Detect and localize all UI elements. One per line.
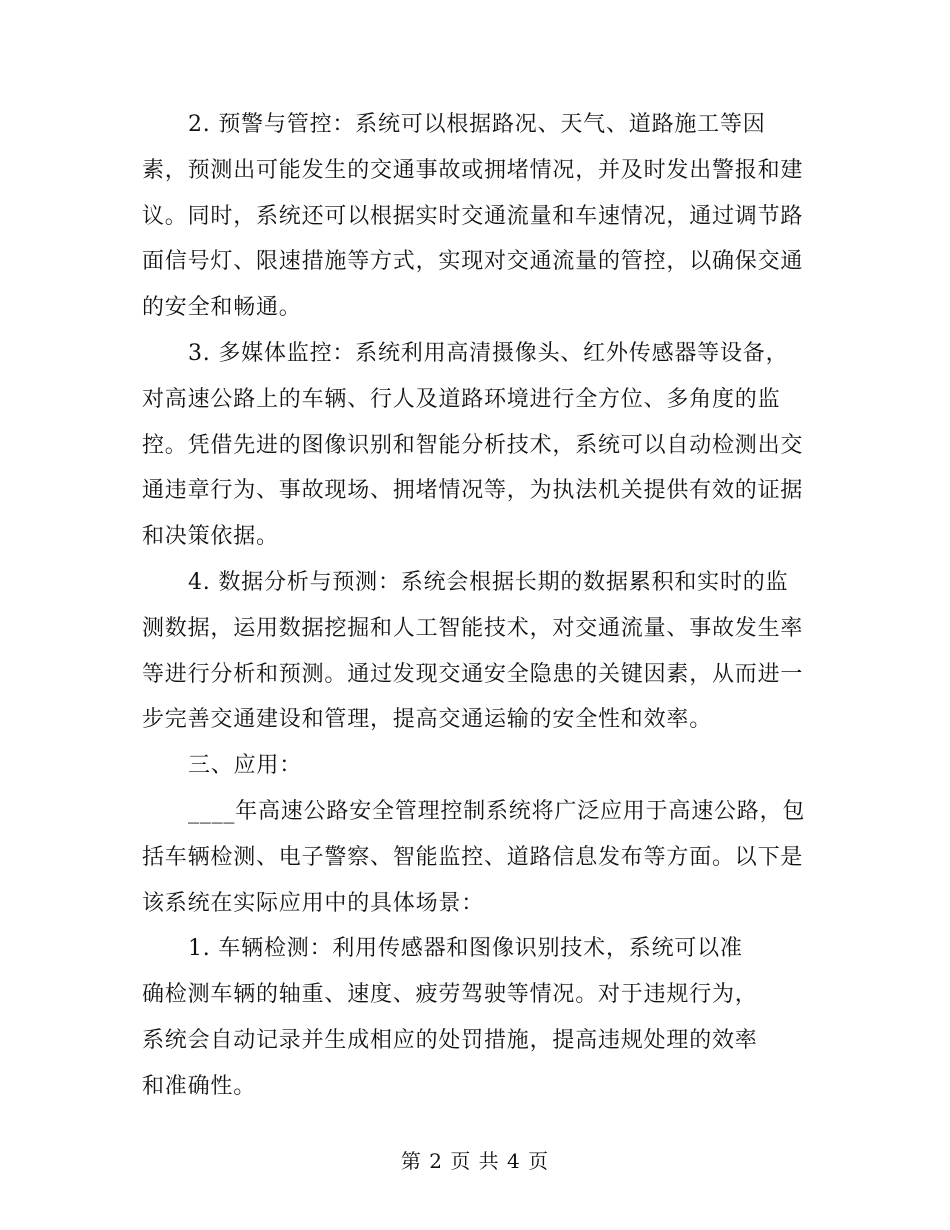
paragraph-vehicle-detection: 1. 车辆检测：利用传感器和图像识别技术，系统可以准确检测车辆的轴重、速度、疲劳驾驶等情况。对于违规行为，系统会自动记录并生成相应的处罚措施，提高违规处理的效率和准确性。	[142, 936, 758, 1099]
paragraph-data-analysis: 4. 数据分析与预测：系统会根据长期的数据累积和实时的监测数据，运用数据挖掘和人工智能技术，对交通流量、事故发生率等进行分析和预测。通过发现交通安全隐患的关键因素，从而进一步完善交通建设和管理，提高交通运输的安全性和效率。	[142, 569, 804, 733]
document-body	[142, 102, 810, 1110]
paragraph-application-intro: ____年高速公路安全管理控制系统将广泛应用于高速公路，包括车辆检测、电子警察、智能监控、道路信息发布等方面。以下是该系统在实际应用中的具体场景：	[142, 798, 806, 916]
page-number-footer: 第 2 页 共 4 页	[400, 1149, 550, 1173]
paragraph-multimedia-monitoring: 3. 多媒体监控：系统利用高清摄像头、红外传感器等设备，对高速公路上的车辆、行人及道路环境进行全方位、多角度的监控。凭借先进的图像识别和智能分析技术，系统可以自动检测出交通违章行为、事故现场、拥堵情况等，为执法机关提供有效的证据和决策依据。	[142, 340, 804, 550]
paragraph-warning-control: 2. 预警与管控：系统可以根据路况、天气、道路施工等因素，预测出可能发生的交通事故或拥堵情况，并及时发出警报和建议。同时，系统还可以根据实时交通流量和车速情况，通过调节路面信号灯、限速措施等方式，实现对交通流量的管控，以确保交通的安全和畅通。	[142, 112, 804, 321]
section-heading-application: 三、应用：	[188, 753, 303, 779]
